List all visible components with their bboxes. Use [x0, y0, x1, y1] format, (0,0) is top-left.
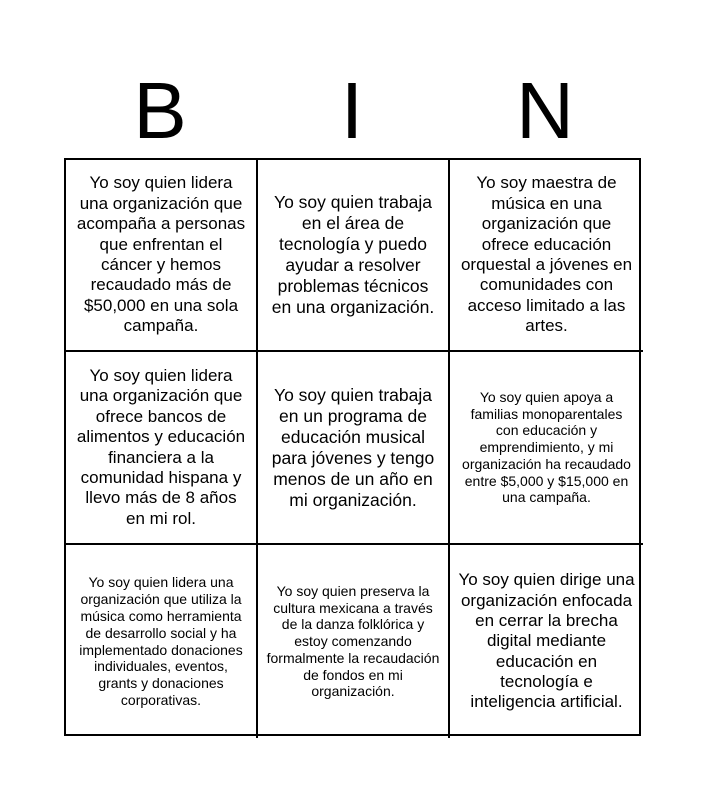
cell-text: Yo soy quien apoya a familias monoparentales con educación y emprendimiento, y mi organización ha recaudado entre $5,000 y $15,000 en una campaña. — [462, 388, 631, 506]
bingo-cell[interactable] — [450, 160, 643, 352]
cell-text: Yo soy quien preserva la cultura mexicana a través de la danza folklórica y estoy comenzando formalmente la recaudación de fondos en mi organización. — [266, 582, 440, 700]
bingo-board — [64, 158, 641, 736]
cell-text: Yo soy quien lidera una organización que acompaña a personas que enfrentan el cáncer y hemos recaudado más de $50,000 en una sola campaña. — [76, 173, 246, 336]
bingo-cell[interactable] — [66, 545, 258, 738]
bingo-header — [64, 66, 641, 156]
header-letter-b: B — [133, 66, 187, 155]
cell-text: Yo soy maestra de música en una organización que ofrece educación orquestal a jóvenes en comunidades con acceso limitado a las artes. — [460, 173, 633, 336]
cell-text: Yo soy quien trabaja en el área de tecnología y puedo ayudar a resolver problemas técnicos en una organización. — [271, 192, 435, 317]
cell-text: Yo soy quien lidera una organización que ofrece bancos de alimentos y educación financiera a la comunidad hispana y llevo más de 8 años en mi rol. — [76, 365, 246, 528]
bingo-cell[interactable] — [258, 352, 450, 545]
bingo-cell[interactable] — [258, 545, 450, 738]
bingo-cell[interactable] — [258, 160, 450, 352]
bingo-cell[interactable] — [450, 352, 643, 545]
header-letter-n: N — [516, 66, 574, 155]
cell-text: Yo soy quien lidera una organización que utiliza la música como herramienta de desarrollo social y ha implementado donaciones individuales, eventos, grants y donaciones corporativas. — [79, 574, 243, 708]
bingo-cell[interactable] — [66, 160, 258, 352]
cell-text: Yo soy quien dirige una organización enfocada en cerrar la brecha digital mediante educación en tecnología e inteligencia artificial. — [458, 570, 635, 712]
bingo-cell[interactable] — [66, 352, 258, 545]
header-letter-i: I — [340, 66, 364, 155]
cell-text: Yo soy quien trabaja en un programa de educación musical para jóvenes y tengo menos de un año en mi organización. — [271, 384, 435, 510]
bingo-cell[interactable] — [450, 545, 643, 738]
